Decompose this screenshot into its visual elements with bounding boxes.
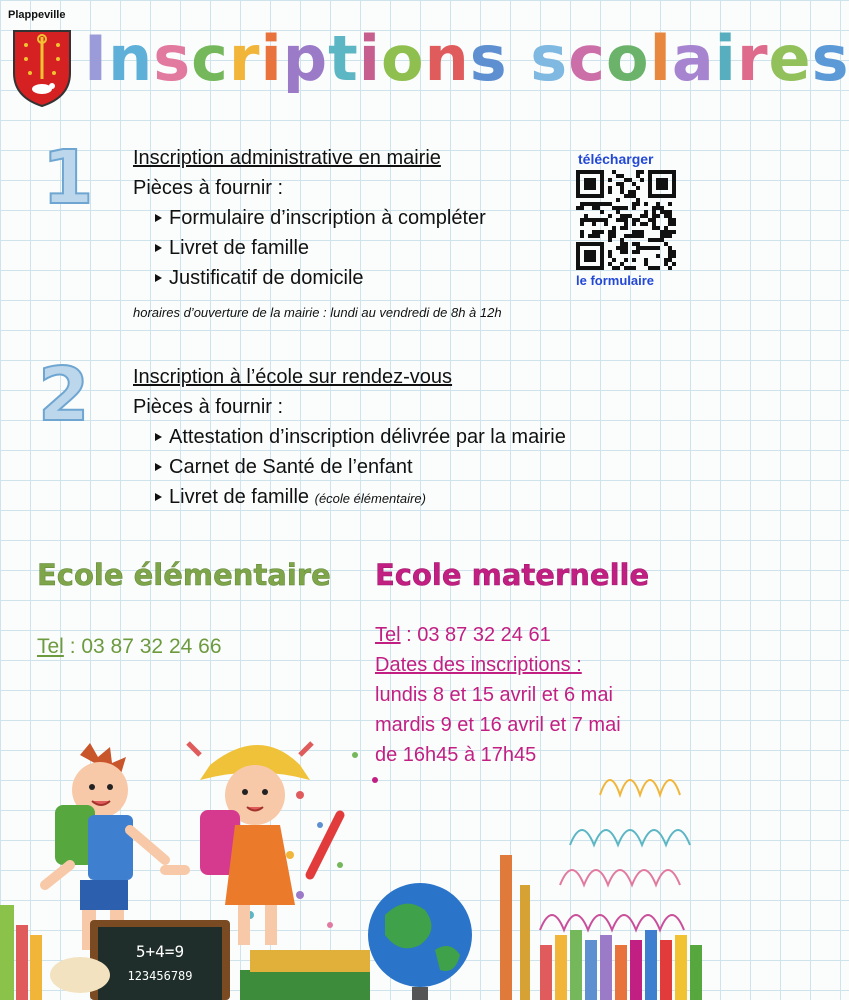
step-2-heading: Inscription à l’école sur rendez-vous (133, 366, 453, 388)
books-icon (240, 950, 370, 1000)
village-name: Plappeville (8, 9, 66, 21)
title-letter: c (191, 22, 229, 95)
nursery-dates-label: Dates des inscriptions : (375, 654, 582, 676)
title-letter: o (381, 22, 425, 95)
title-letter: p (282, 22, 329, 95)
list-item (155, 482, 566, 514)
title-letter: i (260, 22, 283, 95)
list-item: Carnet de Santé de l’enfant (155, 452, 566, 482)
step-2-block (133, 362, 566, 514)
list-item-note: (école élémentaire) (314, 491, 426, 506)
title-letter: a (671, 22, 715, 95)
title-letter: l (649, 22, 672, 95)
list-item-text: Livret de famille (169, 486, 310, 508)
step-1-pieces-label: Pièces à fournir : (133, 177, 284, 199)
title-letter: s (530, 22, 569, 95)
title-letter: e (768, 22, 812, 95)
town-hall-hours: horaires d’ouverture de la mairie : lundi au vendredi de 8h à 12h (133, 305, 502, 320)
globe-icon (368, 883, 472, 1000)
elementary-tel-value: : 03 87 32 24 66 (63, 635, 222, 658)
title-letter: r (228, 22, 261, 95)
nursery-date-line: lundis 8 et 15 avril et 6 mai (375, 684, 613, 706)
title-letter: I (84, 22, 109, 95)
qr-bottom-label: le formulaire (576, 273, 655, 288)
nursery-tel-value: : 03 87 32 24 61 (400, 624, 551, 646)
qr-top-label: télécharger (578, 151, 654, 167)
board-line-1: 5+4=9 (135, 942, 185, 961)
coat-of-arms-icon (10, 27, 74, 109)
step-2-list (133, 422, 566, 514)
title-letter: i (714, 22, 737, 95)
title-letter: s (469, 22, 508, 95)
nursery-tel-label: Tel (375, 624, 401, 646)
title-letter: o (605, 22, 650, 95)
list-item: Livret de famille (155, 233, 486, 263)
step-number-2: 2 (38, 352, 90, 438)
school-children-illustration (0, 735, 707, 1000)
title-letter: n (108, 22, 154, 95)
chalkboard-icon (90, 920, 230, 1000)
board-line-2: 123456789 (127, 969, 193, 983)
page-title (84, 22, 849, 95)
step-1-list (133, 203, 486, 293)
nursery-date-line: de 16h45 à 17h45 (375, 744, 537, 766)
list-item: Formulaire d’inscription à compléter (155, 203, 486, 233)
qr-code-icon[interactable] (576, 170, 676, 270)
title-letter: r (736, 22, 769, 95)
brushes-icon (500, 855, 530, 1000)
title-letter: s (811, 22, 849, 95)
title-letter: n (424, 22, 470, 95)
step-1-block (133, 143, 486, 293)
step-1-heading: Inscription administrative en mairie (133, 147, 441, 169)
list-item: Attestation d’inscription délivrée par la mairie (155, 422, 566, 452)
list-item: Justificatif de domicile (155, 263, 486, 293)
color-pencils-icon (540, 930, 702, 1000)
step-2-pieces-label: Pièces à fournir : (133, 396, 284, 418)
elementary-school-title: Ecole élémentaire (37, 558, 331, 592)
step-number-1: 1 (42, 135, 94, 221)
nursery-date-line: mardis 9 et 16 avril et 7 mai (375, 714, 621, 736)
title-letter: i (358, 22, 382, 95)
title-letter: t (328, 22, 359, 95)
title-letter: s (153, 22, 192, 95)
elementary-phone (37, 635, 222, 659)
elementary-tel-label: Tel (37, 635, 64, 658)
boy-icon (45, 743, 165, 950)
scribble-icon (540, 780, 690, 930)
title-letter (508, 22, 531, 95)
nursery-school-title: Ecole maternelle (375, 558, 650, 592)
title-letter: c (568, 22, 606, 95)
